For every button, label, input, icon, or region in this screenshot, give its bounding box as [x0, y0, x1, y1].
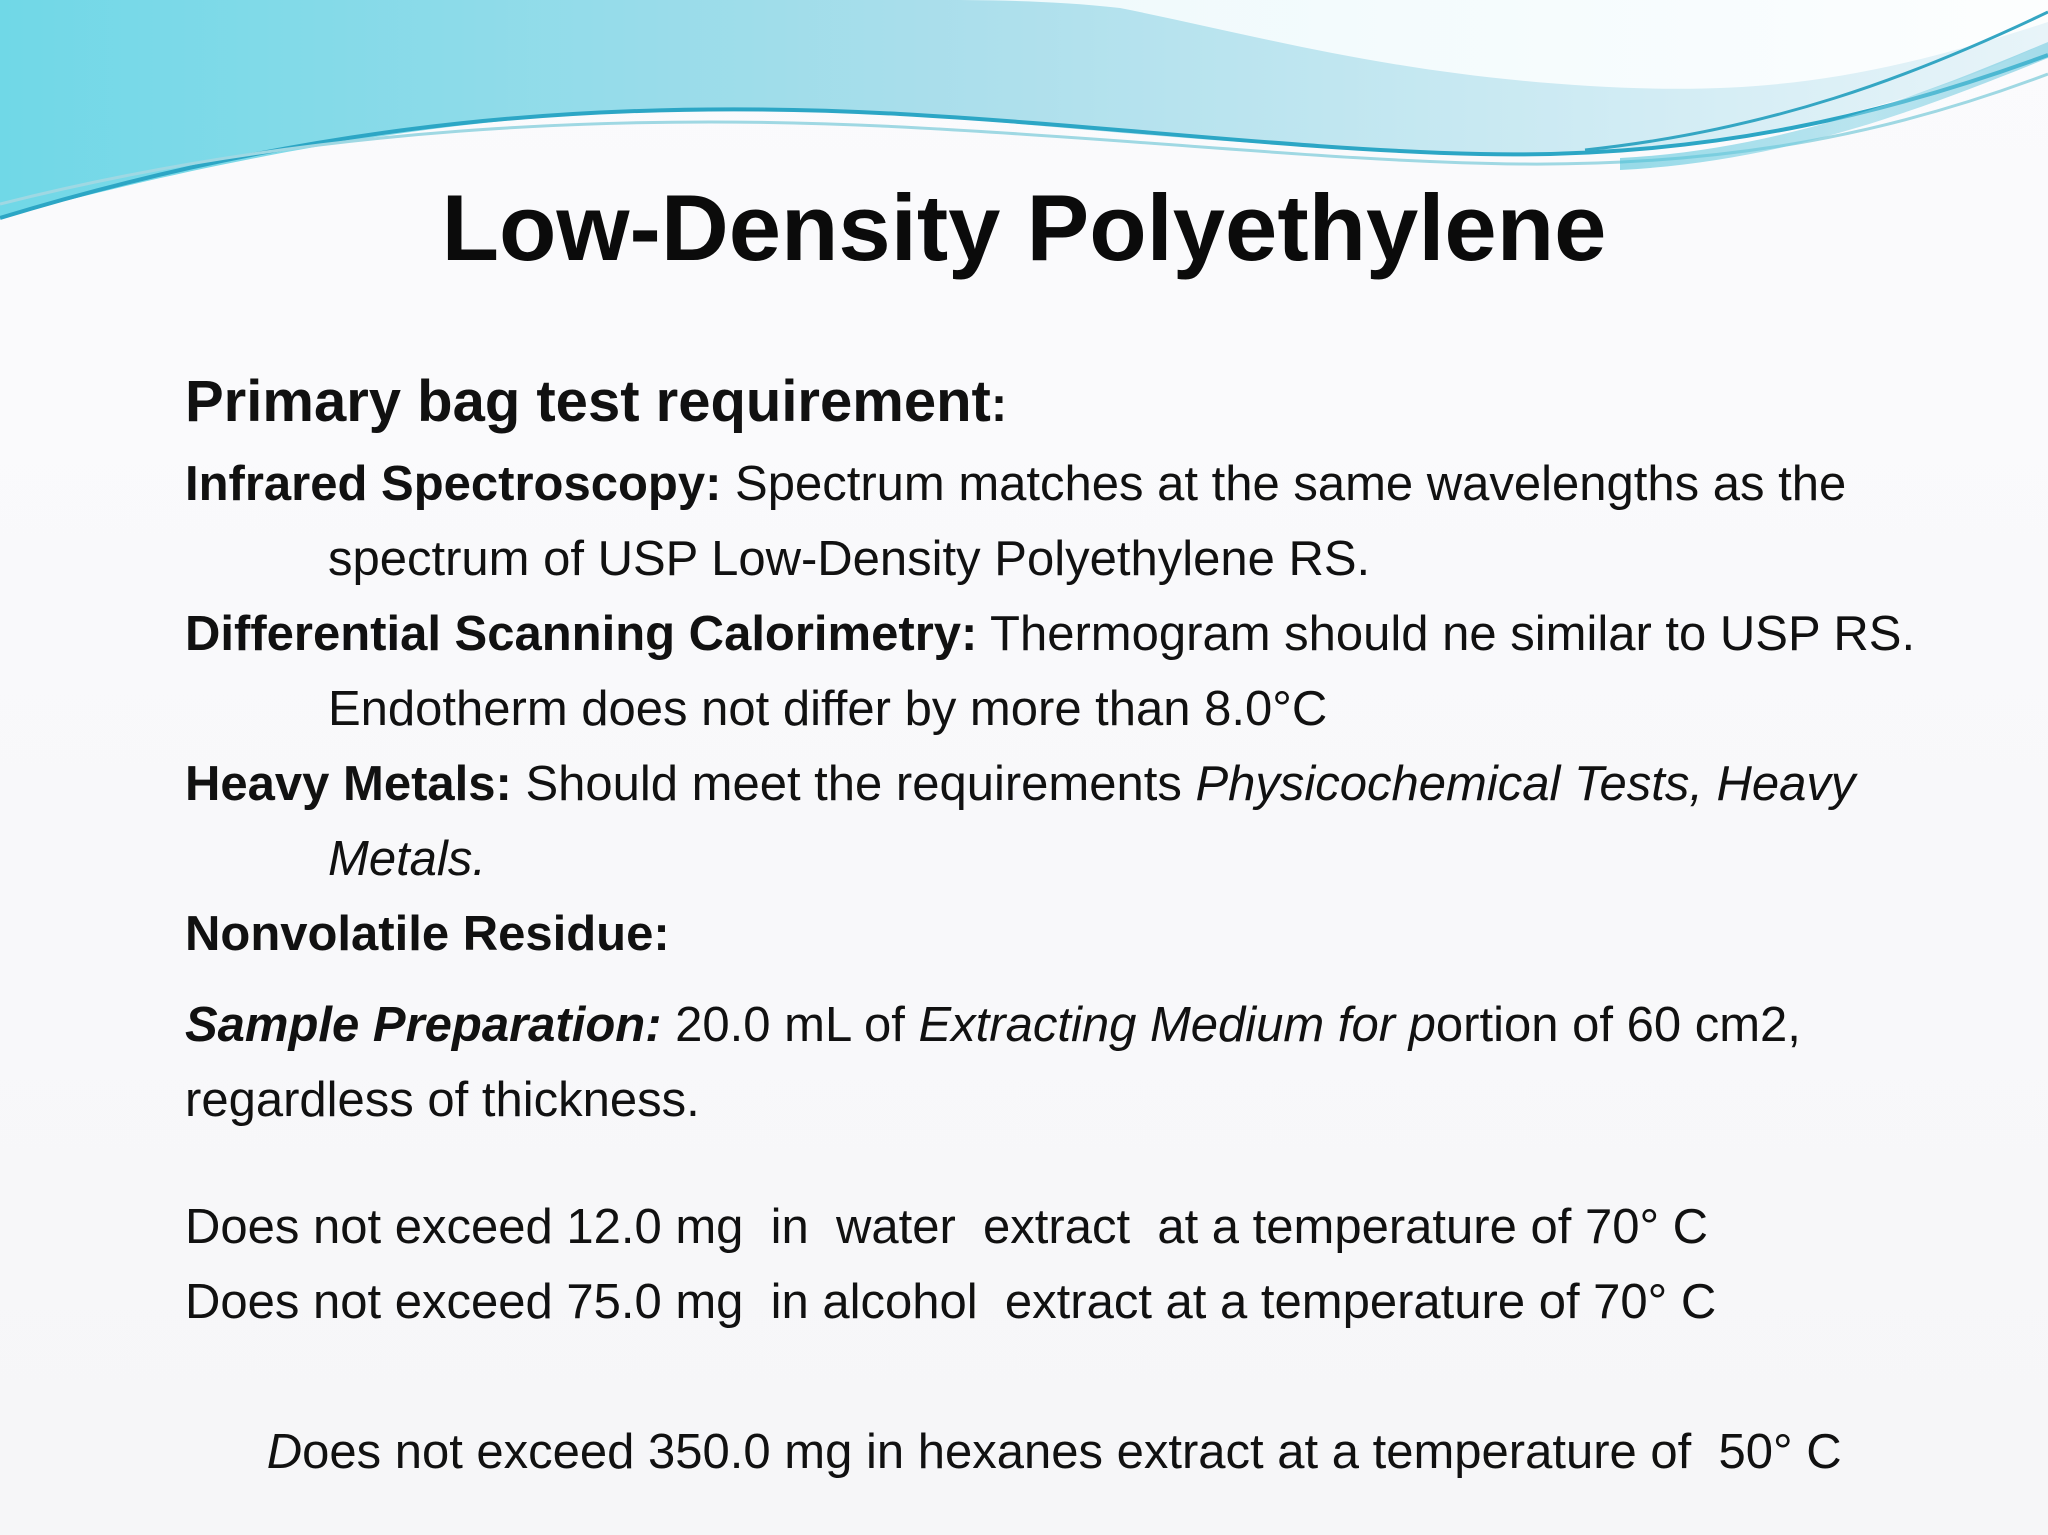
sample-preparation-label: Sample Preparation: [185, 998, 662, 1052]
requirement-label: Infrared Spectroscopy: [185, 457, 722, 511]
requirement-label: Nonvolatile Residue: [185, 907, 670, 961]
limit-alcohol-extract: Does not exceed 75.0 mg in alcohol extract at a temperature of 70° C [185, 1275, 1717, 1329]
requirement-italic-reference: Physicochemical Tests, Heavy Metals. [328, 757, 1856, 886]
section-heading-text: Primary bag test requirement [185, 369, 991, 434]
limit-hexanes-rest: oes not exceed 350.0 mg in hexanes extract at a temperature of 50° C [302, 1425, 1842, 1479]
requirement-nonvolatile-residue [185, 897, 1935, 972]
sample-preparation-text-1: 20.0 mL of [661, 998, 919, 1052]
slide-content [185, 362, 1935, 1535]
page-title: Low-Density Polyethylene [441, 175, 1607, 280]
requirement-text: Spectrum matches at the same wavelengths as the spectrum of USP Low-Density Polyethylene RS. [328, 457, 1847, 586]
spacer [185, 972, 1935, 988]
sample-preparation [185, 988, 1935, 1138]
limit-hexanes-extract [185, 1340, 1935, 1535]
requirement-differential-scanning-calorimetry [185, 597, 1935, 747]
requirement-label: Heavy Metals: [185, 757, 512, 811]
requirement-text: Thermogram should ne similar to USP RS. Endotherm does not differ by more than 8.0°C [328, 607, 1916, 736]
limit-hexanes-first-letter: D [266, 1425, 303, 1479]
requirement-text: Should meet the requirements [511, 757, 1196, 811]
section-heading-colon: : [990, 378, 1008, 432]
sample-preparation-italic-text: Extracting Medium for p [918, 998, 1436, 1052]
sample-preparation-text-2: ortion of 60 cm2, regardless of thickness. [185, 998, 1801, 1127]
section-heading [185, 362, 1935, 445]
requirement-label: Differential Scanning Calorimetry: [185, 607, 978, 661]
spacer [185, 1138, 1935, 1190]
requirement-heavy-metals [185, 747, 1935, 897]
requirement-infrared-spectroscopy [185, 447, 1935, 597]
limit-water-extract: Does not exceed 12.0 mg in water extract at a temperature of 70° C [185, 1200, 1709, 1254]
